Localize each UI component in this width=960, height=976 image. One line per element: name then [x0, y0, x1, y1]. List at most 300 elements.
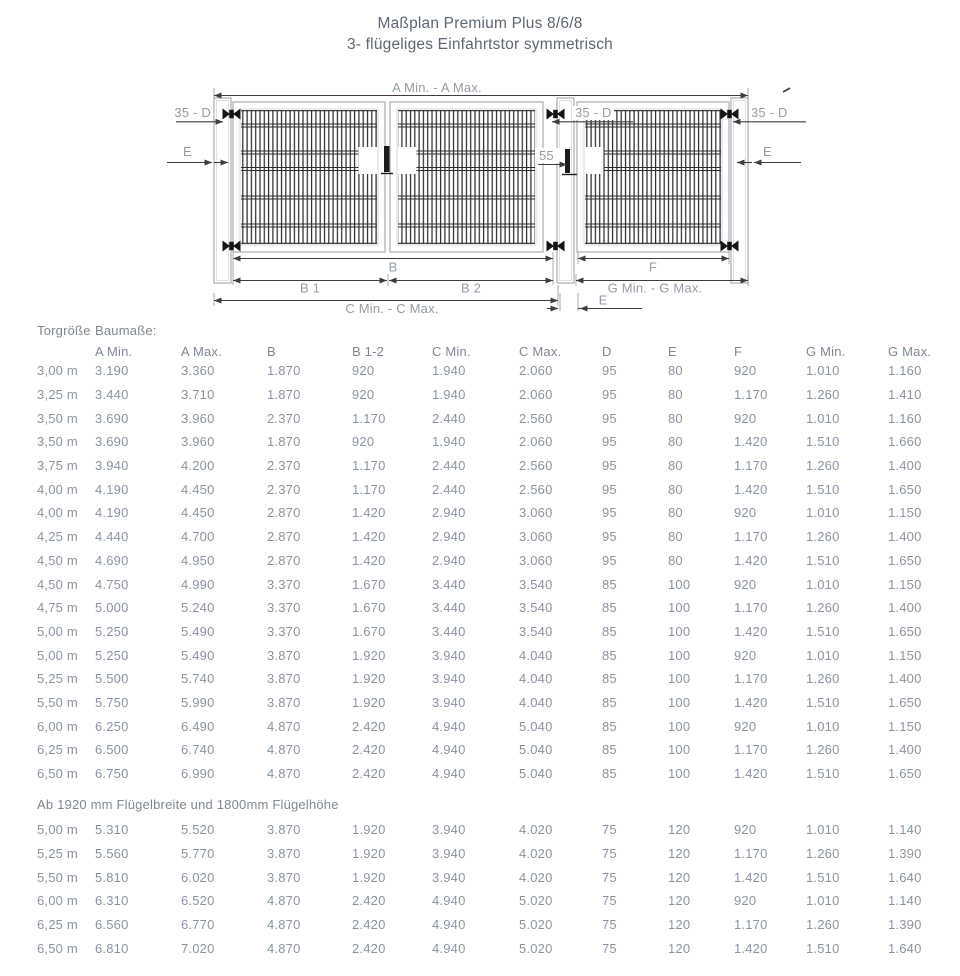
cell-value: 2.420 — [352, 718, 386, 734]
cell-value: 3.440 — [432, 576, 466, 592]
cell-value: 5.020 — [519, 917, 553, 933]
cell-value: 2.420 — [352, 940, 386, 956]
cell-value: 1.400 — [888, 671, 922, 687]
cell-value: 1.160 — [888, 363, 922, 379]
cell-value: 100 — [668, 576, 691, 592]
dim-label-e-bottom: E — [598, 292, 608, 308]
cell-value: 4.950 — [181, 552, 215, 568]
cell-value: 3.960 — [181, 410, 215, 426]
cell-value: 920 — [734, 718, 757, 734]
cell-value: 1.420 — [734, 869, 768, 885]
cell-value: 100 — [668, 742, 691, 758]
cell-value: 3.960 — [181, 434, 215, 450]
cell-value: 3.940 — [432, 846, 466, 862]
cell-value: 5.750 — [95, 694, 129, 710]
cell-value: 95 — [602, 410, 617, 426]
cell-value: 1.260 — [806, 387, 840, 403]
cell-value: 1.650 — [888, 552, 922, 568]
cell-torgroesse: 4,50 m — [37, 552, 78, 568]
cell-value: 3.360 — [181, 363, 215, 379]
cell-value: 120 — [668, 893, 691, 909]
cell-value: 4.040 — [519, 647, 553, 663]
cell-torgroesse: 4,00 m — [37, 481, 78, 497]
cell-value: 3.940 — [95, 458, 129, 474]
cell-value: 75 — [602, 940, 617, 956]
cell-value: 85 — [602, 623, 617, 639]
cell-value: 1.420 — [734, 766, 768, 782]
cell-value: 2.870 — [267, 552, 301, 568]
cell-value: 6.770 — [181, 917, 215, 933]
cell-value: 1.510 — [806, 869, 840, 885]
cell-value: 75 — [602, 893, 617, 909]
cell-value: 1.920 — [352, 869, 386, 885]
cell-value: 5.020 — [519, 893, 553, 909]
cell-value: 2.420 — [352, 766, 386, 782]
column-header-b-1-2: B 1-2 — [352, 344, 385, 359]
cell-value: 1.170 — [734, 917, 768, 933]
cell-torgroesse: 4,25 m — [37, 529, 78, 545]
cell-value: 3.190 — [95, 363, 129, 379]
cell-value: 85 — [602, 647, 617, 663]
cell-value: 4.870 — [267, 917, 301, 933]
rows-section-2 — [0, 818, 960, 960]
cell-value: 3.060 — [519, 552, 553, 568]
cell-value: 1.170 — [734, 742, 768, 758]
table-row — [0, 818, 960, 842]
cell-value: 1.260 — [806, 742, 840, 758]
table-row — [0, 691, 960, 715]
cell-value: 1.650 — [888, 481, 922, 497]
cell-value: 4.040 — [519, 694, 553, 710]
cell-value: 3.440 — [432, 600, 466, 616]
cell-value: 2.870 — [267, 529, 301, 545]
cell-value: 6.750 — [95, 766, 129, 782]
cell-value: 1.390 — [888, 846, 922, 862]
cell-value: 920 — [734, 647, 757, 663]
cell-value: 2.060 — [519, 387, 553, 403]
cell-value: 4.940 — [432, 718, 466, 734]
cell-value: 1.150 — [888, 576, 922, 592]
side-wing-lock-box — [585, 147, 604, 174]
cell-value: 4.190 — [95, 505, 129, 521]
cell-value: 5.810 — [95, 869, 129, 885]
right-wing-lock-box — [398, 147, 417, 174]
cell-value: 1.670 — [352, 576, 386, 592]
cell-value: 75 — [602, 869, 617, 885]
cell-value: 2.560 — [519, 458, 553, 474]
cell-value: 2.370 — [267, 410, 301, 426]
cell-value: 95 — [602, 505, 617, 521]
cell-value: 1.010 — [806, 718, 840, 734]
cell-value: 4.940 — [432, 917, 466, 933]
cell-value: 75 — [602, 917, 617, 933]
cell-value: 4.870 — [267, 893, 301, 909]
cell-value: 6.740 — [181, 742, 215, 758]
page-title — [0, 13, 960, 55]
cell-value: 3.690 — [95, 410, 129, 426]
cell-value: 100 — [668, 600, 691, 616]
cell-value: 1.400 — [888, 529, 922, 545]
cell-value: 6.990 — [181, 766, 215, 782]
cell-value: 95 — [602, 552, 617, 568]
dim-label-55: 55 — [539, 148, 554, 163]
cell-value: 1.920 — [352, 822, 386, 838]
table-row — [0, 738, 960, 762]
cell-value: 920 — [734, 576, 757, 592]
column-header-g-max-: G Max. — [888, 344, 932, 359]
cell-value: 120 — [668, 846, 691, 862]
dim-label-35d-left: 35 - D — [174, 105, 211, 120]
cell-value: 920 — [352, 363, 375, 379]
cell-value: 1.870 — [267, 434, 301, 450]
cell-value: 80 — [668, 481, 683, 497]
cell-value: 80 — [668, 387, 683, 403]
cell-value: 95 — [602, 434, 617, 450]
cell-value: 4.990 — [181, 576, 215, 592]
column-header-g-min-: G Min. — [806, 344, 846, 359]
table-row — [0, 936, 960, 960]
cell-value: 1.010 — [806, 505, 840, 521]
cell-value: 3.710 — [181, 387, 215, 403]
cell-value: 6.250 — [95, 718, 129, 734]
table-row — [0, 913, 960, 937]
dim-label-e-left: E — [183, 144, 192, 159]
table-row — [0, 477, 960, 501]
dim-label-35d-right: 35 - D — [751, 105, 788, 120]
cell-value: 1.920 — [352, 694, 386, 710]
gate-technical-drawing — [0, 80, 960, 315]
cell-value: 2.870 — [267, 505, 301, 521]
cell-value: 3.870 — [267, 647, 301, 663]
cell-value: 120 — [668, 940, 691, 956]
cell-value: 4.020 — [519, 822, 553, 838]
cell-value: 1.260 — [806, 846, 840, 862]
cell-value: 4.870 — [267, 766, 301, 782]
table-row — [0, 549, 960, 573]
cell-value: 3.440 — [432, 623, 466, 639]
cell-value: 1.400 — [888, 600, 922, 616]
title-line-2: 3- flügeliges Einfahrtstor symmetrisch — [346, 36, 614, 53]
cell-value: 100 — [668, 671, 691, 687]
cell-torgroesse: 6,00 m — [37, 718, 78, 734]
cell-value: 5.310 — [95, 822, 129, 838]
cell-value: 80 — [668, 552, 683, 568]
cell-value: 85 — [602, 742, 617, 758]
cell-value: 1.510 — [806, 766, 840, 782]
table-row — [0, 842, 960, 866]
cell-value: 1.660 — [888, 434, 922, 450]
cell-value: 5.520 — [181, 822, 215, 838]
column-header-b: B — [267, 344, 276, 359]
cell-value: 100 — [668, 647, 691, 663]
rows-section-1 — [0, 359, 960, 785]
cell-value: 85 — [602, 694, 617, 710]
dim-label-f: F — [648, 259, 658, 275]
cell-value: 4.020 — [519, 846, 553, 862]
cell-value: 100 — [668, 718, 691, 734]
side-wing-latch — [565, 149, 570, 173]
cell-value: 6.500 — [95, 742, 129, 758]
cell-value: 3.940 — [432, 822, 466, 838]
cell-value: 4.870 — [267, 940, 301, 956]
cell-value: 1.420 — [352, 552, 386, 568]
cell-value: 95 — [602, 458, 617, 474]
cell-value: 7.020 — [181, 940, 215, 956]
cell-torgroesse: 5,25 m — [37, 846, 78, 862]
cell-value: 120 — [668, 917, 691, 933]
cell-value: 5.500 — [95, 671, 129, 687]
cell-value: 1.510 — [806, 940, 840, 956]
cell-value: 80 — [668, 410, 683, 426]
cell-value: 3.940 — [432, 647, 466, 663]
cell-value: 1.260 — [806, 671, 840, 687]
table-row — [0, 572, 960, 596]
column-header-c-min-: C Min. — [432, 344, 471, 359]
column-header-torgroesse: Torgröße — [37, 323, 91, 338]
table-row — [0, 406, 960, 430]
cell-value: 1.010 — [806, 363, 840, 379]
cell-value: 920 — [734, 822, 757, 838]
cell-value: 3.060 — [519, 529, 553, 545]
cell-value: 1.420 — [734, 434, 768, 450]
cell-value: 1.170 — [734, 671, 768, 687]
cell-value: 4.870 — [267, 718, 301, 734]
cell-value: 5.250 — [95, 647, 129, 663]
table-row — [0, 454, 960, 478]
cell-value: 3.540 — [519, 576, 553, 592]
cell-value: 4.870 — [267, 742, 301, 758]
cell-value: 2.940 — [432, 529, 466, 545]
cell-value: 1.420 — [352, 505, 386, 521]
cell-value: 4.020 — [519, 869, 553, 885]
cell-value: 5.000 — [95, 600, 129, 616]
cell-value: 4.450 — [181, 481, 215, 497]
cell-value: 1.920 — [352, 671, 386, 687]
cell-value: 3.940 — [432, 671, 466, 687]
cell-value: 2.420 — [352, 917, 386, 933]
cell-value: 1.940 — [432, 387, 466, 403]
cell-value: 4.190 — [95, 481, 129, 497]
cell-value: 1.010 — [806, 822, 840, 838]
cell-value: 3.870 — [267, 671, 301, 687]
left-wing-lock-box — [359, 147, 378, 174]
cell-value: 2.940 — [432, 552, 466, 568]
cell-value: 6.560 — [95, 917, 129, 933]
column-header-d: D — [602, 344, 612, 359]
cell-value: 1.140 — [888, 893, 922, 909]
cell-value: 5.560 — [95, 846, 129, 862]
column-header-c-max-: C Max. — [519, 344, 562, 359]
cell-value: 6.520 — [181, 893, 215, 909]
cell-value: 75 — [602, 822, 617, 838]
cell-value: 80 — [668, 505, 683, 521]
cell-value: 2.560 — [519, 410, 553, 426]
cell-torgroesse: 3,50 m — [37, 410, 78, 426]
cell-torgroesse: 4,75 m — [37, 600, 78, 616]
cell-torgroesse: 5,00 m — [37, 647, 78, 663]
cell-value: 1.170 — [734, 387, 768, 403]
cell-value: 3.540 — [519, 600, 553, 616]
title-line-1: Maßplan Premium Plus 8/6/8 — [377, 15, 583, 32]
cell-value: 4.440 — [95, 529, 129, 545]
cell-value: 3.370 — [267, 623, 301, 639]
cell-value: 1.390 — [888, 917, 922, 933]
cell-value: 1.420 — [734, 552, 768, 568]
cell-value: 5.240 — [181, 600, 215, 616]
table-note: Ab 1920 mm Flügelbreite und 1800mm Flügelhöhe — [37, 797, 339, 812]
cell-value: 5.020 — [519, 940, 553, 956]
cell-value: 3.060 — [519, 505, 553, 521]
cell-value: 6.490 — [181, 718, 215, 734]
cell-value: 2.420 — [352, 742, 386, 758]
cell-value: 4.200 — [181, 458, 215, 474]
cell-value: 1.260 — [806, 600, 840, 616]
cell-value: 3.370 — [267, 600, 301, 616]
dim-label-b: B — [388, 259, 398, 275]
dim-label-35d-mid: 35 - D — [575, 105, 612, 120]
cell-value: 1.510 — [806, 552, 840, 568]
cell-value: 4.940 — [432, 893, 466, 909]
cell-value: 95 — [602, 529, 617, 545]
cell-value: 920 — [352, 434, 375, 450]
cell-value: 1.410 — [888, 387, 922, 403]
cell-value: 3.940 — [432, 869, 466, 885]
cell-value: 95 — [602, 363, 617, 379]
cell-value: 6.020 — [181, 869, 215, 885]
cell-value: 3.540 — [519, 623, 553, 639]
cell-value: 5.490 — [181, 647, 215, 663]
column-header-f: F — [734, 344, 743, 359]
cell-value: 1.170 — [734, 600, 768, 616]
table-row — [0, 525, 960, 549]
cell-value: 85 — [602, 671, 617, 687]
cell-value: 4.940 — [432, 742, 466, 758]
dim-label-b2: B 2 — [460, 280, 482, 296]
cell-torgroesse: 5,25 m — [37, 671, 78, 687]
cell-torgroesse: 4,00 m — [37, 505, 78, 521]
table-row — [0, 667, 960, 691]
cell-value: 1.510 — [806, 434, 840, 450]
cell-value: 1.510 — [806, 694, 840, 710]
cell-value: 2.370 — [267, 481, 301, 497]
cell-value: 1.160 — [888, 410, 922, 426]
cell-value: 100 — [668, 623, 691, 639]
cell-value: 85 — [602, 600, 617, 616]
cell-value: 1.920 — [352, 647, 386, 663]
cell-value: 1.260 — [806, 529, 840, 545]
cell-value: 1.150 — [888, 505, 922, 521]
cell-value: 120 — [668, 822, 691, 838]
cell-torgroesse: 5,00 m — [37, 822, 78, 838]
cell-value: 95 — [602, 387, 617, 403]
table-row — [0, 762, 960, 786]
table-row — [0, 714, 960, 738]
cell-value: 3.370 — [267, 576, 301, 592]
cell-value: 920 — [734, 363, 757, 379]
table-row — [0, 643, 960, 667]
cell-value: 1.420 — [734, 694, 768, 710]
column-header-a-min-: A Min. — [95, 344, 133, 359]
cell-value: 1.870 — [267, 363, 301, 379]
dim-label-b1: B 1 — [299, 280, 321, 296]
cell-torgroesse: 3,25 m — [37, 387, 78, 403]
cell-value: 1.420 — [352, 529, 386, 545]
cell-value: 4.700 — [181, 529, 215, 545]
cell-value: 2.440 — [432, 481, 466, 497]
table-header-row-1 — [0, 320, 960, 341]
cell-value: 1.170 — [352, 481, 386, 497]
cell-value: 1.650 — [888, 623, 922, 639]
cell-value: 75 — [602, 846, 617, 862]
cell-value: 3.870 — [267, 822, 301, 838]
cell-value: 2.940 — [432, 505, 466, 521]
cell-value: 3.870 — [267, 694, 301, 710]
cell-value: 3.870 — [267, 846, 301, 862]
cell-value: 1.140 — [888, 822, 922, 838]
column-header-a-max-: A Max. — [181, 344, 222, 359]
cell-value: 95 — [602, 481, 617, 497]
cell-value: 80 — [668, 458, 683, 474]
cell-value: 1.260 — [806, 458, 840, 474]
cell-value: 1.940 — [432, 363, 466, 379]
cell-value: 3.940 — [432, 694, 466, 710]
table-row — [0, 596, 960, 620]
cell-value: 1.170 — [734, 529, 768, 545]
cell-value: 920 — [352, 387, 375, 403]
cell-value: 3.690 — [95, 434, 129, 450]
cell-value: 1.010 — [806, 893, 840, 909]
cell-value: 1.170 — [352, 410, 386, 426]
cell-value: 2.370 — [267, 458, 301, 474]
table-row — [0, 383, 960, 407]
cell-torgroesse: 3,75 m — [37, 458, 78, 474]
dim-label-a: A Min. - A Max. — [392, 80, 482, 95]
cell-value: 3.870 — [267, 869, 301, 885]
cell-value: 1.170 — [352, 458, 386, 474]
column-header-e: E — [668, 344, 677, 359]
cell-value: 1.510 — [806, 623, 840, 639]
cell-value: 1.010 — [806, 576, 840, 592]
dim-label-g: G Min. - G Max. — [607, 280, 703, 296]
cell-value: 1.010 — [806, 410, 840, 426]
cell-value: 1.170 — [734, 846, 768, 862]
cell-value: 1.640 — [888, 869, 922, 885]
cell-value: 80 — [668, 529, 683, 545]
cell-value: 85 — [602, 766, 617, 782]
cell-value: 5.990 — [181, 694, 215, 710]
cell-value: 6.810 — [95, 940, 129, 956]
cell-value: 1.420 — [734, 940, 768, 956]
cell-value: 5.250 — [95, 623, 129, 639]
cell-value: 2.060 — [519, 363, 553, 379]
cell-value: 1.010 — [806, 647, 840, 663]
cell-torgroesse: 5,50 m — [37, 694, 78, 710]
cell-value: 2.440 — [432, 458, 466, 474]
baumasse-label: Baumaße: — [95, 323, 157, 338]
cell-torgroesse: 5,50 m — [37, 869, 78, 885]
cell-value: 1.420 — [734, 481, 768, 497]
cell-value: 2.440 — [432, 410, 466, 426]
cell-value: 4.940 — [432, 766, 466, 782]
cell-value: 920 — [734, 893, 757, 909]
cell-value: 1.920 — [352, 846, 386, 862]
cell-value: 1.260 — [806, 917, 840, 933]
cell-torgroesse: 6,50 m — [37, 940, 78, 956]
cell-value: 120 — [668, 869, 691, 885]
cell-value: 5.040 — [519, 742, 553, 758]
cell-torgroesse: 3,50 m — [37, 434, 78, 450]
cell-value: 1.670 — [352, 623, 386, 639]
